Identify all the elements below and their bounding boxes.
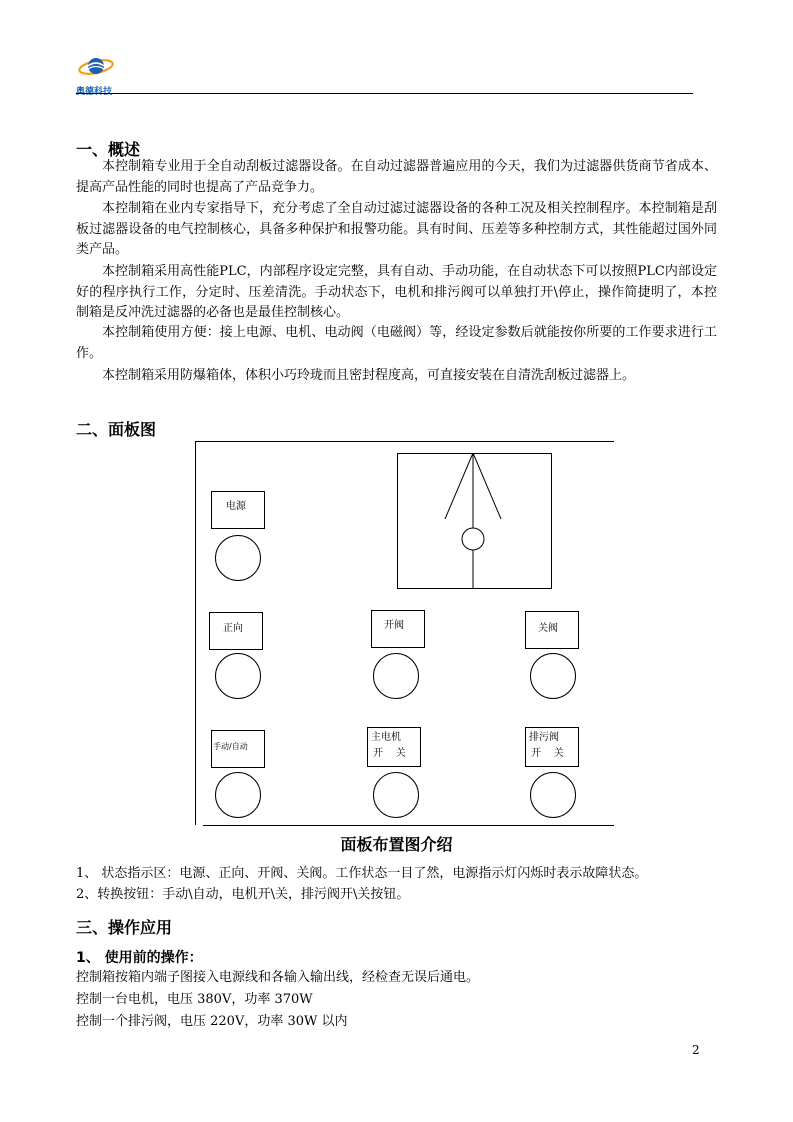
overview-paragraph: 本控制箱在业内专家指导下，充分考虑了全自动过滤过滤器设备的各种工况及相关控制程序。本控制箱是刮板过滤器设备的电气控制核心，具备多种保护和报警功能。具有时间、压差等多种控制方式，其性能超过国外同类产品。 — [76, 201, 717, 258]
open-valve-indicator-light — [373, 653, 419, 699]
drain-valve-label-box — [525, 727, 579, 767]
close-valve-label-box — [525, 611, 579, 649]
logo-text: 奥德科技 — [76, 87, 113, 97]
drain-valve-label: 排污阀 — [529, 732, 559, 743]
open-valve-label: 开阀 — [384, 620, 404, 631]
overview-paragraph: 本控制箱使用方便：接上电源、电机、电动阀（电磁阀）等，经设定参数后就能按你所要的工作要求进行工作。 — [76, 325, 717, 361]
page-number: 2 — [692, 1043, 700, 1057]
forward-indicator-light — [215, 653, 261, 699]
close-valve-indicator-light — [530, 653, 576, 699]
operation-line: 控制一个排污阀，电压 220V，功率 30W 以内 — [76, 1014, 348, 1029]
overview-paragraph: 本控制箱采用高性能PLC，内部程序设定完整，具有自动、手动功能，在自动状态下可以按照PLC内部设定好的程序执行工作，分定时、压差清洗。手动状态下，电机和排污阀可以单独打开\停止，操作简捷明了，本控制箱是反冲洗过滤器的必备也是最佳控制核心。 — [76, 264, 717, 321]
panel-note: 1、 状态指示区：电源、正向、开阀、关阀。工作状态一目了然，电源指示灯闪烁时表示故障状态。 — [76, 866, 648, 881]
section-title-operation: 三、操作应用 — [76, 918, 173, 937]
manual-auto-label-box — [211, 730, 265, 768]
drain-valve-switch[interactable] — [530, 772, 576, 818]
panel-note: 2、转换按钮：手动\自动，电机开\关，排污阀开\关按钮。 — [76, 887, 410, 902]
main-motor-switch[interactable] — [373, 772, 419, 818]
pressure-gauge-window — [397, 453, 553, 591]
main-motor-switch-label: 开 关 — [373, 748, 406, 759]
header-rule — [76, 93, 693, 94]
main-motor-label-box — [367, 727, 421, 767]
power-indicator-light — [215, 535, 261, 581]
manual-auto-switch[interactable] — [215, 772, 261, 818]
section-title-panel: 二、面板图 — [76, 420, 157, 439]
close-valve-label: 关阀 — [538, 623, 558, 634]
forward-label-box — [209, 612, 263, 650]
operation-line: 控制箱按箱内端子图接入电源线和各输入输出线，经检查无误后通电。 — [76, 970, 480, 985]
manual-auto-label: 手动/自动 — [213, 742, 248, 751]
panel-bottom-line — [203, 825, 614, 826]
subsection-title-before-use: 1、 使用前的操作： — [76, 950, 203, 966]
operation-line: 控制一台电机，电压 380V，功率 370W — [76, 992, 313, 1007]
panel-caption: 面板布置图介绍 — [340, 835, 453, 854]
power-label: 电源 — [226, 501, 246, 512]
forward-label: 正向 — [223, 623, 243, 634]
panel-diagram — [195, 441, 614, 827]
overview-paragraph: 本控制箱专业用于全自动刮板过滤器设备。在自动过滤器普遍应用的今天，我们为过滤器供货商节省成本、提高产品性能的同时也提高了产品竞争力。 — [76, 159, 717, 195]
main-motor-label: 主电机 — [371, 732, 401, 743]
overview-paragraph: 本控制箱采用防爆箱体，体积小巧玲珑而且密封程度高，可直接安装在自清洗刮板过滤器上。 — [102, 368, 636, 383]
section-title-overview: 一、概述 — [76, 140, 141, 159]
open-valve-label-box — [371, 610, 425, 648]
drain-valve-switch-label: 开 关 — [531, 748, 564, 759]
power-label-box — [211, 491, 265, 529]
